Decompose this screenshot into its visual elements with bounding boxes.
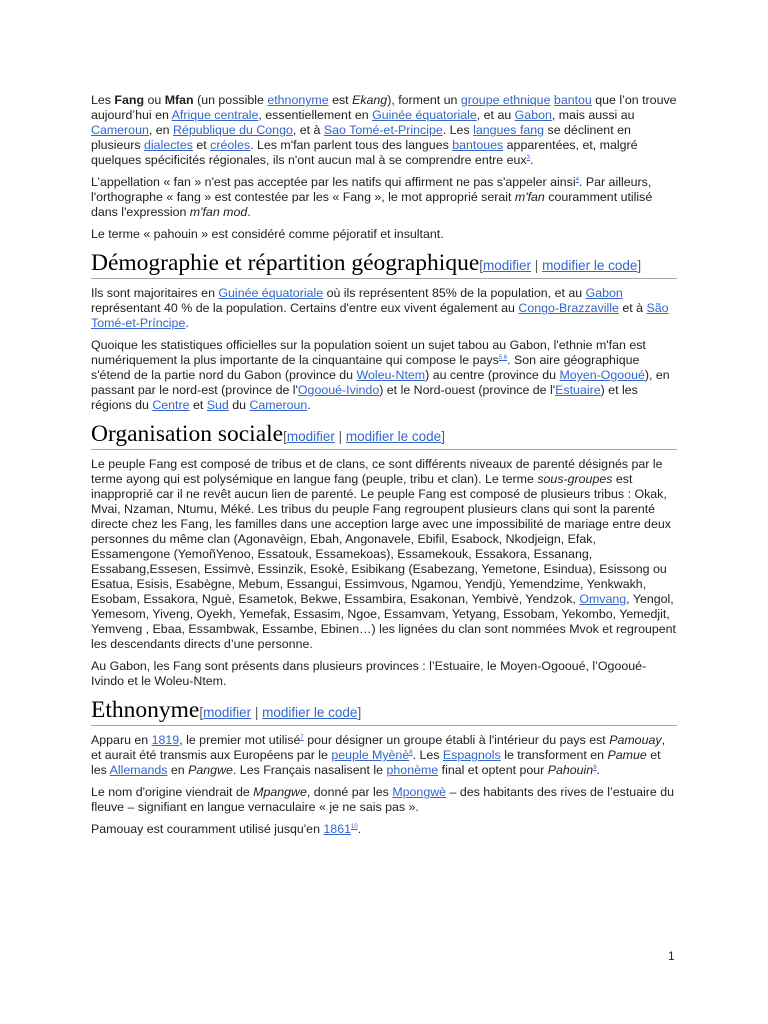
text-run: est	[328, 93, 353, 107]
section-heading-demographie	[91, 250, 677, 279]
text-run: .	[307, 398, 311, 412]
text-run: . Les	[412, 748, 443, 762]
inline-link[interactable]: langues fang	[473, 123, 545, 137]
inline-link[interactable]: Mpongwè	[392, 785, 447, 799]
text-run: , le premier mot utilisé	[179, 733, 301, 747]
inline-link[interactable]: Ogooué-Ivindo	[297, 383, 380, 397]
italic-text: m'fan	[514, 190, 545, 204]
inline-link[interactable]: Sao Tomé-et-Principe	[323, 123, 443, 137]
text-run: pour désigner un groupe établi à l'intérieur du pays est	[303, 733, 610, 747]
text-run: Le peuple Fang est composé de tribus et de clans, ce sont différents niveaux de parenté désignés par le terme ayong qui est polysémique en langue fang (peuple, tribu et clan). Le terme	[91, 457, 663, 486]
text-run: , mais aussi au	[551, 108, 635, 122]
reference-link[interactable]: 5 6	[498, 354, 508, 361]
text-run: . Les	[442, 123, 474, 137]
text-run: du	[228, 398, 250, 412]
text-run: et à	[618, 301, 647, 315]
inline-link[interactable]: dialectes	[144, 138, 193, 152]
text-run: couramment utilisé dans l'expression	[91, 190, 653, 219]
text-run: Au Gabon, les Fang sont présents dans plusieurs provinces : l’Estuaire, le Moyen-Ogooué, l’Ogooué-Ivindo et le Woleu-Ntem.	[91, 659, 647, 688]
text-run: (un possible	[193, 93, 268, 107]
section-title: Ethnonyme	[91, 697, 200, 723]
text-run: et	[189, 398, 207, 412]
section-title: Organisation sociale	[91, 421, 284, 447]
text-run: .	[596, 763, 600, 777]
text-run: représentant 40 % de la population. Certains d'entre eux vivent également au	[91, 301, 519, 315]
text-run: que l’on trouve aujourd’hui en	[91, 93, 677, 122]
text-run: ) et les régions du	[91, 383, 638, 412]
inline-link[interactable]: Allemands	[109, 763, 168, 777]
demographie-paragraph-1	[91, 286, 677, 331]
inline-link[interactable]: Moyen-Ogooué	[559, 368, 645, 382]
text-run: , donné par les	[306, 785, 393, 799]
text-run: ) au centre (province du	[425, 368, 560, 382]
reference-link[interactable]: 3	[526, 154, 530, 161]
reference-link[interactable]: 9	[593, 764, 597, 771]
text-run: se déclinent en plusieurs	[91, 123, 631, 152]
edit-links: [modifier | modifier le code]	[199, 705, 362, 720]
text-run: et	[192, 138, 211, 152]
inline-link[interactable]: République du Congo	[172, 123, 293, 137]
text-run: final et optent pour	[438, 763, 548, 777]
section-heading-ethnonyme	[91, 697, 677, 726]
reference-link[interactable]: 7	[300, 734, 304, 741]
article-body	[91, 93, 677, 844]
text-run: , et à	[292, 123, 324, 137]
reference-note	[499, 355, 507, 361]
edit-link[interactable]: modifier	[286, 429, 335, 444]
text-run: où ils représentent 85% de la population, et au	[323, 286, 586, 300]
italic-text: Pahouin	[547, 763, 594, 777]
inline-link[interactable]: Sud	[206, 398, 229, 412]
text-run: . Par ailleurs, l'orthographe « fang » est contestée par les « Fang », le mot approprié serait	[91, 175, 652, 204]
text-run: , en	[148, 123, 173, 137]
text-run: Le terme « pahouin » est considéré comme péjoratif et insultant.	[91, 227, 444, 241]
inline-link[interactable]: Congo-Brazzaville	[518, 301, 619, 315]
text-run: .	[529, 153, 534, 167]
reference-link[interactable]: 8	[409, 749, 413, 756]
text-run: Le nom d'origine viendrait de	[91, 785, 254, 799]
ethnonyme-paragraph-1	[91, 733, 677, 778]
inline-link[interactable]: Guinée équatoriale	[372, 108, 477, 122]
text-run: – des habitants des rives de l’estuaire du fleuve – signifiant en langue vernaculaire « je ne sais pas ».	[91, 785, 675, 814]
italic-text: Pamue	[607, 748, 647, 762]
edit-link[interactable]: modifier	[483, 258, 532, 273]
inline-link[interactable]: Estuaire	[555, 383, 601, 397]
organisation-paragraph-2	[91, 659, 677, 689]
inline-link[interactable]: Cameroun	[249, 398, 308, 412]
text-run: , essentiellement en	[258, 108, 373, 122]
intro-paragraph-1	[91, 93, 677, 168]
inline-link[interactable]: phonème	[386, 763, 439, 777]
text-run: . Les m'fan parlent tous des langues	[250, 138, 453, 152]
text-run: ), forment un	[387, 93, 461, 107]
reference-note	[351, 824, 358, 830]
inline-link[interactable]: Woleu-Ntem	[356, 368, 426, 382]
text-run: . Son aire géographique s'étend de la partie nord du Gabon (province du	[91, 353, 640, 382]
inline-link[interactable]: Cameroun	[91, 123, 149, 137]
text-run: Les	[91, 93, 115, 107]
edit-link[interactable]: modifier	[203, 705, 252, 720]
edit-links: [modifier | modifier le code]	[283, 429, 445, 444]
italic-text: Ekang	[352, 93, 388, 107]
inline-link[interactable]: groupe ethnique	[460, 93, 551, 107]
italic-text: sous-groupes	[537, 472, 613, 486]
inline-link[interactable]: Afrique centrale	[171, 108, 259, 122]
ethnonyme-paragraph-3	[91, 822, 677, 837]
inline-link[interactable]: São Tomé-et-Príncipe	[91, 301, 669, 330]
page-number: 1	[668, 949, 675, 963]
section-title: Démographie et répartition géographique	[91, 250, 480, 276]
text-run: , et au	[476, 108, 515, 122]
text-run: , Yengol, Yemesom, Yiveng, Oyekh, Yemefak, Essasim, Ngoe, Essamvam, Yetyang, Essobam, Yekombo, Yemedjit, Yemveng , Ebaa, Essambwak, Essambe, Ebinen…) les lignées du clan sont nommées Mvok et regroupent les descendants directs d’une personne.	[91, 592, 676, 651]
inline-link[interactable]: Espagnols	[442, 748, 501, 762]
ethnonyme-paragraph-2	[91, 785, 677, 815]
italic-text: Pangwe	[188, 763, 233, 777]
inline-link[interactable]: Omvang	[579, 592, 627, 606]
text-run: Ils sont majoritaires en	[91, 286, 219, 300]
text-run: .	[357, 822, 362, 836]
inline-link[interactable]: Guinée équatoriale	[218, 286, 324, 300]
edit-source-link[interactable]: modifier le code	[262, 705, 358, 720]
text-run: est inapproprié car il ne revêt aucun lien de parenté. Le peuple Fang est composé de plusieurs tribus : Okak, Mvai, Nzaman, Ntumu, Méké. Les tribus du peuple Fang regroupent plusieurs clans qui sont la parenté directe chez les Fang, les familles dans une acception large avec une impossibilité de mariage entre deux personnes du même clan (Agonavèign, Ebah, Angonavele, Ebifil, Esabock, Nkodjeign, Efak, Essamengone (YemoñYenoo, Essatouk, Essamekoas), Essamekouk, Essakora, Essanang, Essabang,Essesen, Essimvè, Essinzik, Esokè, Esibikang (Esabezang, Yemetone, Esindua), Esissong ou Esatua, Esisis, Esabègne, Mebum, Essangui, Essimvous, Ngamou, Yendjü, Yemendzime, Yenkwakh, Esobam, Essakora, Nguè, Esametok, Bekwe, Essambira, Esakonan, Yembivè, Yendzok,	[91, 472, 671, 606]
inline-link[interactable]: bantoues	[452, 138, 504, 152]
italic-text: Mpangwe	[253, 785, 307, 799]
section-heading-organisation-sociale	[91, 421, 677, 450]
inline-link[interactable]: Gabon	[585, 286, 623, 300]
text-run: . Les Français nasalisent le	[232, 763, 387, 777]
text-run: .	[185, 316, 189, 330]
edit-source-link[interactable]: modifier le code	[345, 429, 442, 444]
organisation-paragraph-1	[91, 457, 677, 652]
bold-text: Fang	[114, 93, 145, 107]
italic-text: Pamouay	[609, 733, 662, 747]
inline-link[interactable]: Gabon	[514, 108, 552, 122]
intro-paragraph-3	[91, 227, 677, 242]
inline-link[interactable]: ethnonyme	[267, 93, 329, 107]
bold-text: Mfan	[164, 93, 194, 107]
text-run: ) et le Nord-ouest (province de l'	[379, 383, 556, 397]
inline-link[interactable]: créoles	[210, 138, 251, 152]
text-run: Pamouay est couramment utilisé jusqu'en	[91, 822, 324, 836]
italic-text: m'fan mod	[189, 205, 248, 219]
text-run: Apparu en	[91, 733, 152, 747]
text-run: et les	[91, 748, 661, 777]
text-run: ou	[144, 93, 165, 107]
edit-source-link[interactable]: modifier le code	[542, 258, 638, 273]
text-run: Quoique les statistiques officielles sur la population soient un sujet tabou au Gabon, l'ethnie m'fan est numériquement la plus importante de la cinquantaine qui compose le pays	[91, 338, 646, 367]
inline-link[interactable]: 1861	[323, 822, 351, 836]
text-run: le transforment en	[500, 748, 608, 762]
intro-paragraph-2	[91, 175, 677, 220]
edit-links: [modifier | modifier le code]	[479, 258, 642, 273]
text-run: L’appellation « fan » n'est pas acceptée par les natifs qui affirment ne pas s'appeler ainsi	[91, 175, 576, 189]
reference-link[interactable]: 10	[350, 823, 358, 830]
text-run: , et aurait été transmis aux Européens par le	[91, 733, 666, 762]
inline-link[interactable]: peuple Myènè	[331, 748, 410, 762]
text-run: en	[167, 763, 189, 777]
text-run: ), en passant par le nord-est (province de l'	[91, 368, 670, 397]
reference-link[interactable]: 4	[575, 176, 579, 183]
inline-link[interactable]: Centre	[152, 398, 190, 412]
inline-link[interactable]: 1819	[151, 733, 180, 747]
text-run: apparentées, et, malgré quelques spécificités régionales, ils n'ont aucun mal à se comprendre entre eux	[91, 138, 638, 167]
text-run: .	[247, 205, 251, 219]
inline-link[interactable]: bantou	[553, 93, 592, 107]
demographie-paragraph-2	[91, 338, 677, 413]
